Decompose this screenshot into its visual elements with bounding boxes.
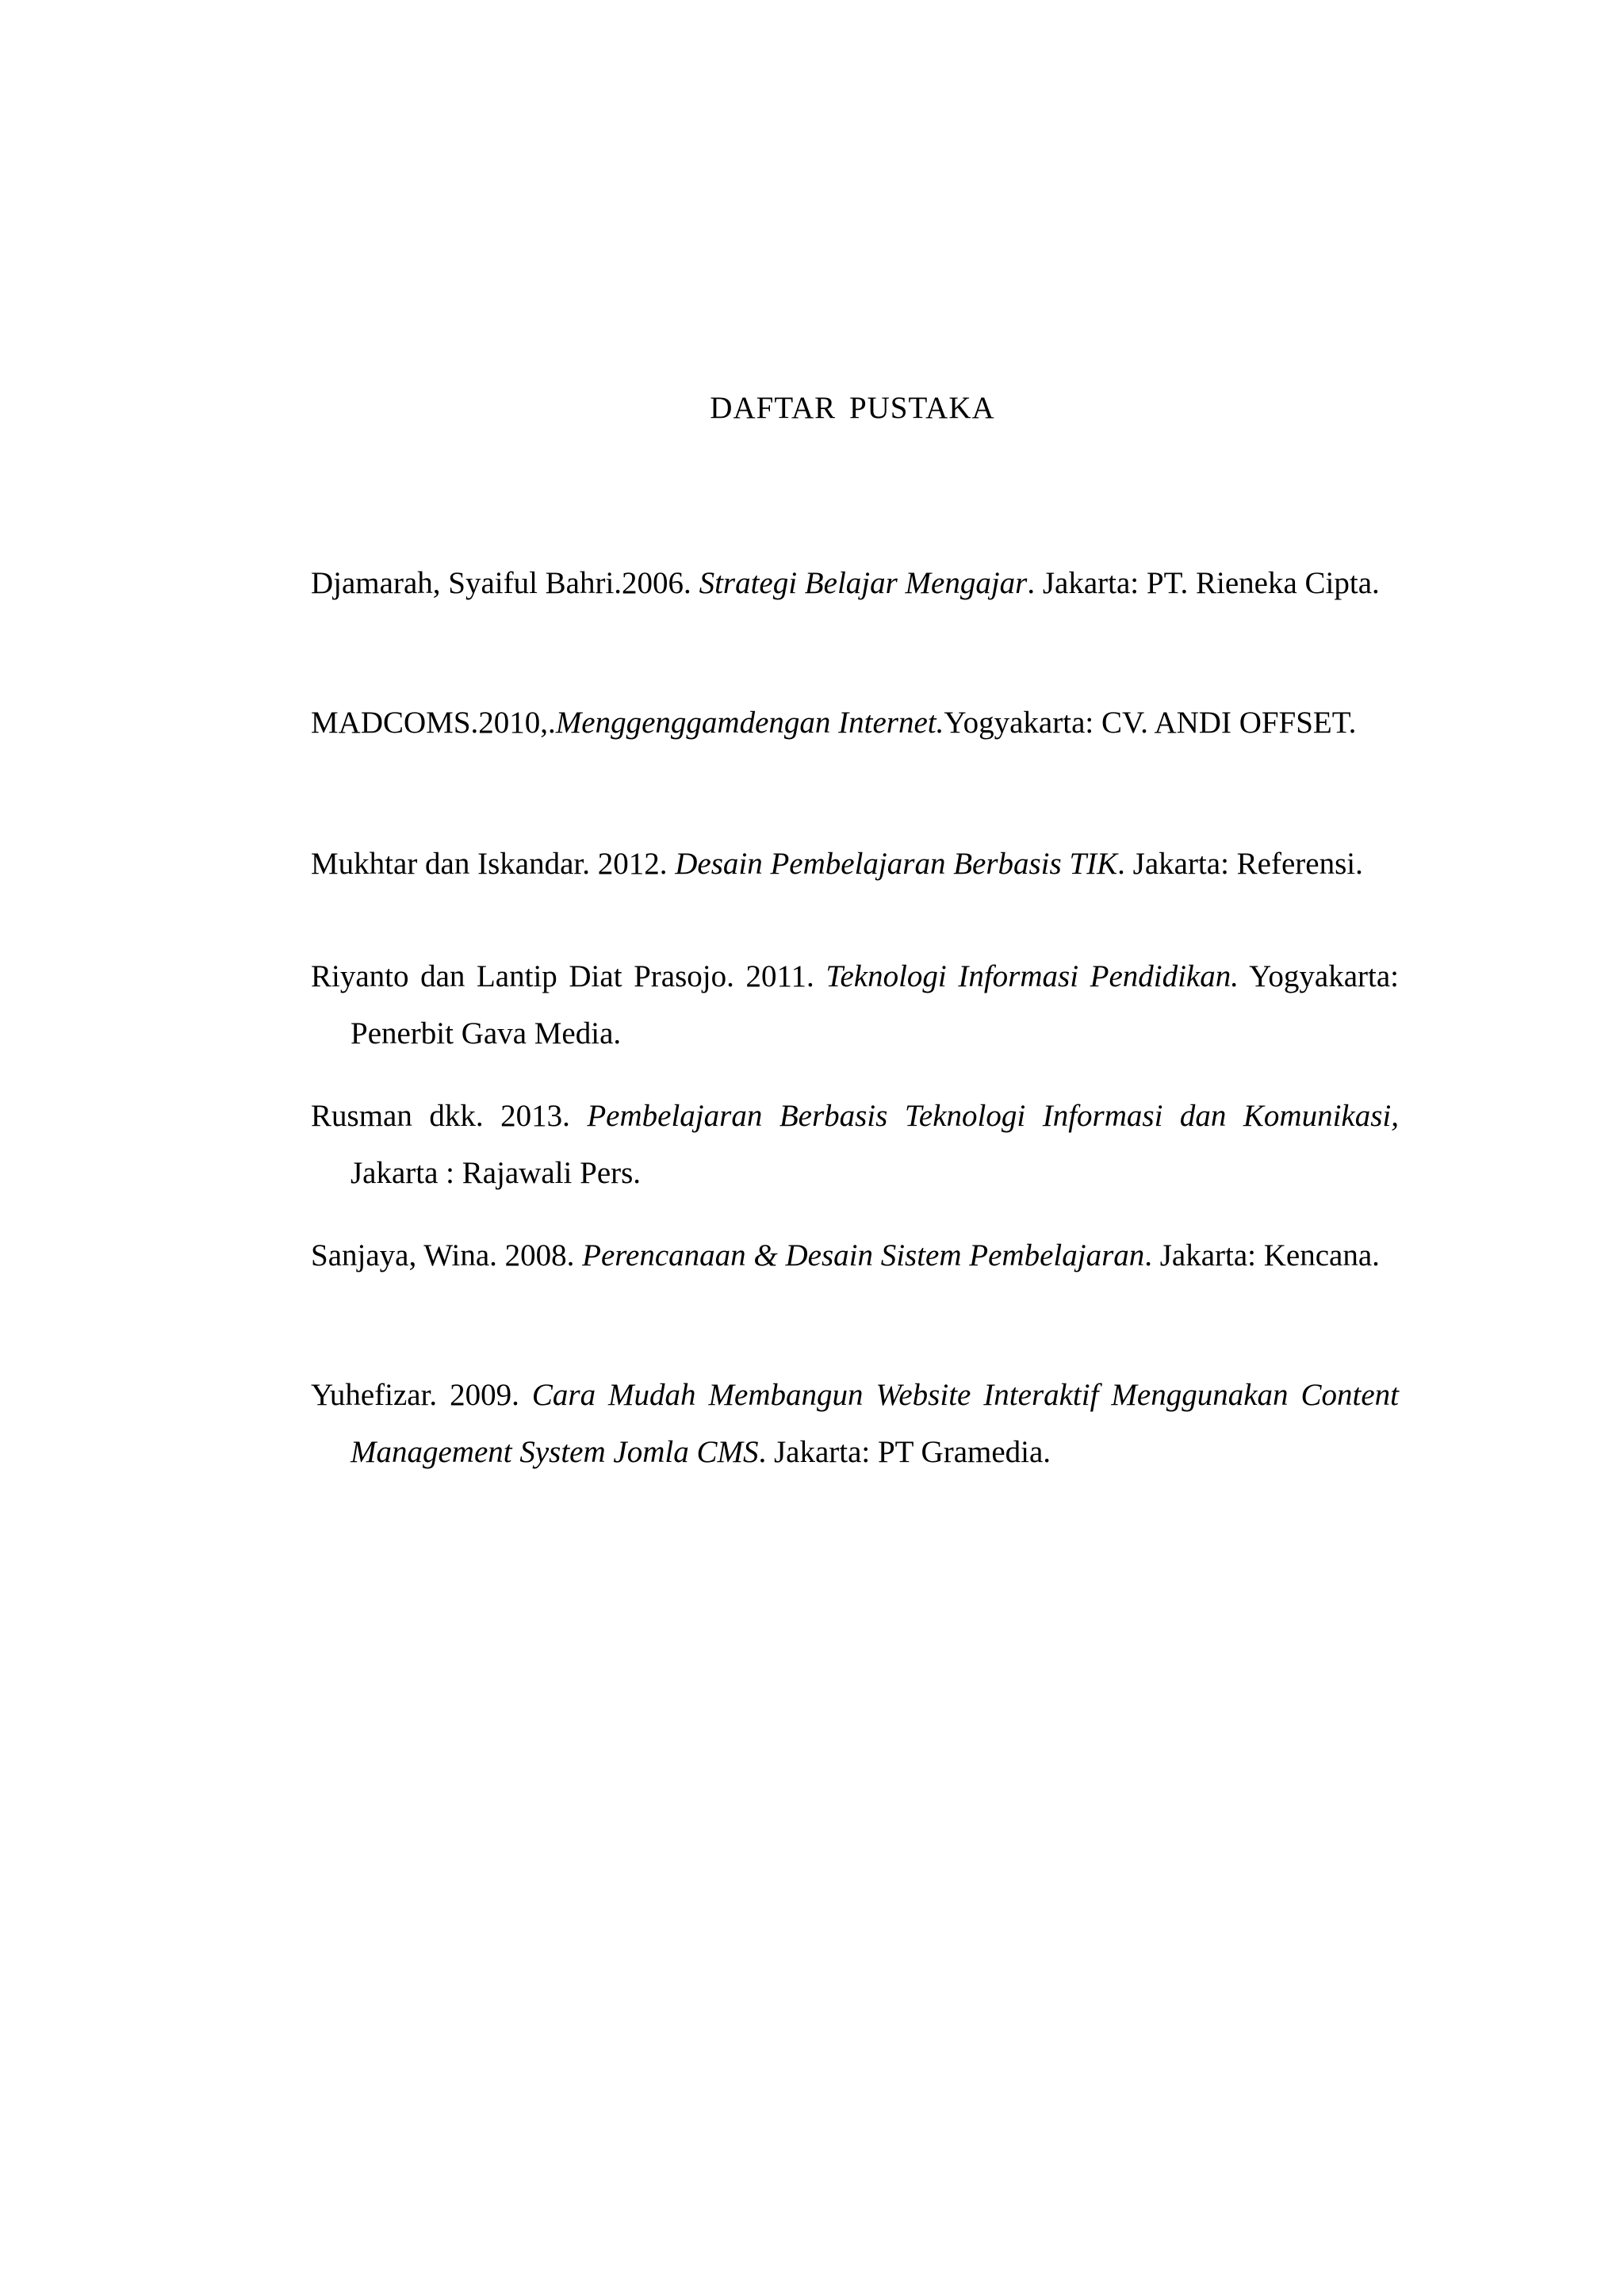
reference-publisher: . Jakarta: Kencana. bbox=[1144, 1238, 1380, 1272]
reference-author-year: MADCOMS.2010,. bbox=[311, 706, 556, 740]
reference-title: Desain Pembelajaran Berbasis TIK bbox=[675, 847, 1118, 881]
reference-author-year: Riyanto dan Lantip Diat Prasojo. 2011. bbox=[311, 959, 826, 993]
reference-title: Cara Mudah Membangun Website Interaktif Menggunakan Content Management System Jomla CMS bbox=[350, 1378, 1399, 1469]
reference-publisher: . Jakarta: PT. Rieneka Cipta. bbox=[1027, 566, 1380, 600]
reference-title: Strategi Belajar Mengajar bbox=[699, 566, 1028, 600]
reference-publisher: Yogyakarta: CV. ANDI OFFSET. bbox=[944, 706, 1357, 740]
reference-publisher: Jakarta : Rajawali Pers. bbox=[350, 1156, 642, 1190]
reference-author-year: Mukhtar dan Iskandar. 2012. bbox=[311, 847, 676, 881]
reference-publisher: . Jakarta: PT Gramedia. bbox=[758, 1435, 1051, 1469]
reference-publisher: . Jakarta: Referensi. bbox=[1117, 847, 1363, 881]
reference-item bbox=[311, 836, 1399, 893]
reference-title: Perencanaan & Desain Sistem Pembelajaran bbox=[582, 1238, 1145, 1272]
reference-item bbox=[311, 948, 1399, 1062]
reference-item bbox=[311, 1227, 1399, 1284]
reference-title: Pembelajaran Berbasis Teknologi Informasi dan Komunikasi, bbox=[587, 1099, 1399, 1133]
reference-title: Teknologi Informasi Pendidikan. bbox=[825, 959, 1239, 993]
reference-item bbox=[311, 1088, 1399, 1202]
reference-title: Menggenggamdengan Internet. bbox=[555, 706, 944, 740]
reference-author-year: Sanjaya, Wina. 2008. bbox=[311, 1238, 583, 1272]
reference-item bbox=[311, 555, 1399, 612]
reference-author-year: Yuhefizar. 2009. bbox=[311, 1378, 532, 1412]
reference-author-year: Rusman dkk. 2013. bbox=[311, 1099, 588, 1133]
reference-publisher: Yogyakarta: Penerbit Gava Media. bbox=[350, 959, 1399, 1050]
reference-item bbox=[311, 1367, 1399, 1481]
reference-author-year: Djamarah, Syaiful Bahri.2006. bbox=[311, 566, 699, 600]
reference-item bbox=[311, 695, 1399, 752]
page-title: DAFTAR PUSTAKA bbox=[710, 391, 995, 425]
